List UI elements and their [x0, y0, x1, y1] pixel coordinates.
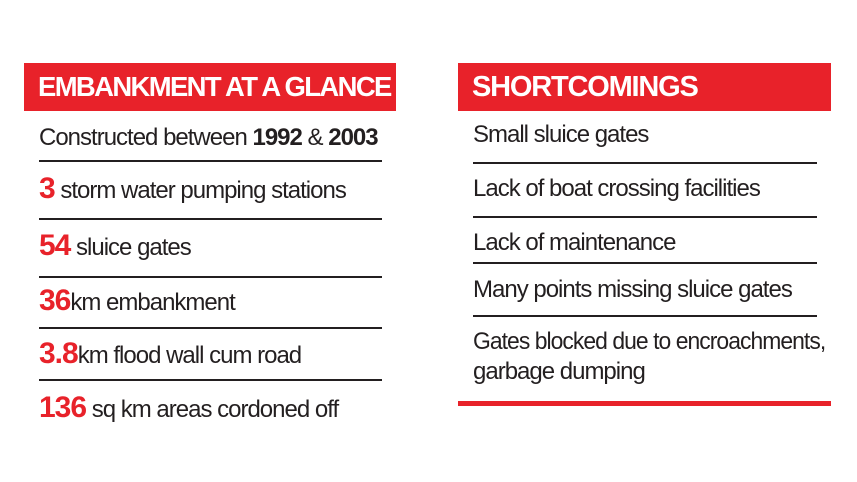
embankment-length-value: 36 [39, 284, 71, 317]
area-row [39, 391, 338, 425]
embankment-length-row [39, 284, 235, 318]
sluice-gates-count: 54 [39, 229, 71, 262]
pumping-stations-label: storm water pumping stations [54, 177, 346, 204]
shortcoming-item: Gates blocked due to encroachments, [473, 328, 826, 355]
flood-wall-label: km flood wall cum road [77, 342, 302, 369]
shortcoming-item-continued: garbage dumping [473, 358, 645, 385]
area-label: sq km areas cordoned off [86, 396, 339, 423]
embankment-header: EMBANKMENT AT A GLANCE [24, 63, 396, 111]
shortcoming-item: Lack of boat crossing facilities [473, 175, 760, 202]
constructed-row [39, 124, 378, 152]
divider [39, 276, 382, 278]
divider [39, 379, 382, 381]
sluice-gates-row [39, 229, 191, 263]
divider [473, 162, 817, 164]
pumping-stations-row [39, 172, 346, 206]
divider [39, 327, 382, 329]
flood-wall-row [39, 337, 301, 371]
ampersand: & [301, 124, 329, 151]
shortcoming-item: Lack of maintenance [473, 229, 676, 256]
flood-wall-value: 3.8 [39, 337, 78, 370]
shortcomings-header: SHORTCOMINGS [458, 63, 831, 111]
divider [473, 216, 817, 218]
constructed-label: Constructed between [39, 124, 253, 151]
embankment-length-label: km embankment [70, 289, 235, 316]
start-year: 1992 [252, 124, 302, 151]
area-value: 136 [39, 391, 87, 424]
end-year: 2003 [328, 124, 378, 151]
divider [39, 218, 382, 220]
divider [473, 262, 817, 264]
shortcoming-item: Small sluice gates [473, 121, 649, 148]
sluice-gates-label: sluice gates [70, 234, 191, 261]
bottom-red-rule [458, 401, 831, 406]
shortcoming-item: Many points missing sluice gates [473, 276, 792, 303]
pumping-stations-count: 3 [39, 172, 55, 205]
divider [39, 160, 382, 162]
divider [473, 315, 817, 317]
